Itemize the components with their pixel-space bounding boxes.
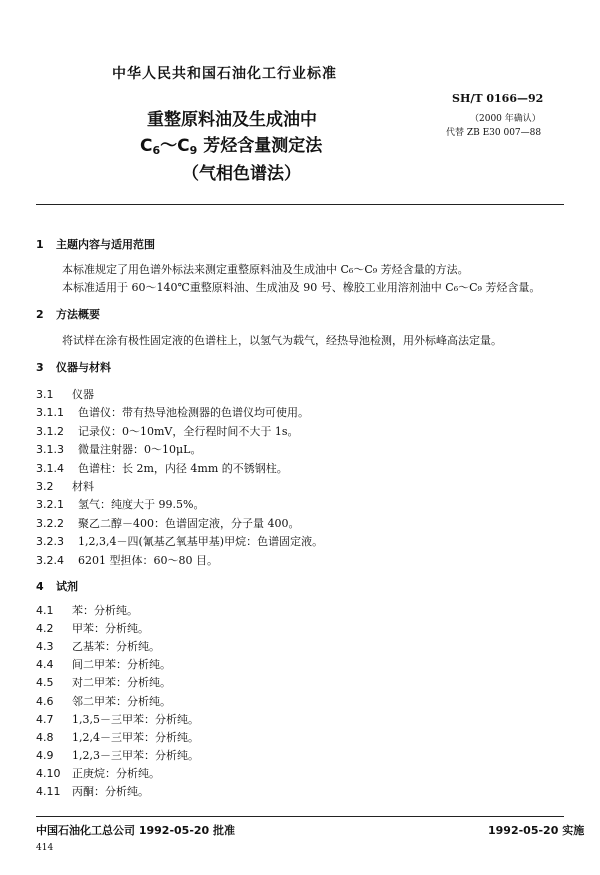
item-number: 3.2.3 bbox=[36, 535, 64, 549]
footer-rule bbox=[36, 816, 564, 817]
item-number: 4.3 bbox=[36, 640, 54, 654]
title-line-1: 重整原料油及生成油中 bbox=[147, 110, 317, 130]
item-number: 4.5 bbox=[36, 676, 54, 690]
list-item bbox=[36, 404, 309, 420]
effective-date: 1992-05-20 实施 bbox=[488, 824, 585, 837]
item-number: 4.2 bbox=[36, 622, 54, 636]
standard-number: SH/T 0166—92 bbox=[452, 92, 544, 105]
section-1-heading bbox=[36, 236, 155, 252]
section-2-heading bbox=[36, 306, 100, 322]
issuing-body: 中华人民共和国石油化工行业标准 bbox=[112, 66, 337, 82]
item-number: 4.8 bbox=[36, 730, 54, 744]
item-text: 正庚烷：分析纯。 bbox=[72, 766, 160, 780]
item-number: 4.9 bbox=[36, 748, 54, 762]
item-number: 3.2.4 bbox=[36, 553, 64, 567]
section-title: 方法概要 bbox=[56, 308, 100, 321]
list-item bbox=[36, 496, 204, 512]
item-number: 3.1.1 bbox=[36, 406, 64, 420]
item-text: 仪器 bbox=[72, 388, 94, 401]
title-sub-9: 9 bbox=[189, 144, 198, 157]
item-number: 4.4 bbox=[36, 658, 54, 672]
item-text: 对二甲苯：分析纯。 bbox=[72, 676, 171, 690]
item-text: 氢气：纯度大于 99.5%。 bbox=[78, 498, 205, 512]
item-text: 记录仪：0～10mV，全行程时间不大于 1s。 bbox=[78, 424, 299, 438]
item-number: 3.1 bbox=[36, 388, 54, 401]
item-number: 4.1 bbox=[36, 604, 54, 617]
list-item bbox=[36, 729, 199, 745]
header-rule bbox=[36, 204, 564, 205]
replaces-note: 代替 ZB E30 007—88 bbox=[446, 128, 542, 138]
title-c1: C bbox=[140, 136, 153, 156]
title-line-2-tail: 芳烃含量测定法 bbox=[197, 136, 323, 156]
list-item bbox=[36, 765, 160, 781]
title-c2: ～C bbox=[160, 136, 190, 156]
list-item bbox=[36, 783, 149, 799]
list-item bbox=[36, 711, 199, 727]
item-text: 材料 bbox=[72, 480, 94, 493]
list-item bbox=[36, 533, 323, 549]
section-title: 试剂 bbox=[56, 580, 78, 593]
list-item bbox=[36, 552, 218, 568]
section-number: 2 bbox=[36, 308, 44, 321]
section-number: 1 bbox=[36, 238, 44, 251]
list-item bbox=[36, 386, 94, 402]
item-number: 4.7 bbox=[36, 712, 54, 726]
title-line-2 bbox=[140, 131, 322, 157]
list-item bbox=[36, 620, 149, 636]
item-text: 1,2,3,4－四(氰基乙氧基甲基)甲烷：色谱固定液。 bbox=[78, 535, 324, 549]
item-number: 3.1.3 bbox=[36, 443, 64, 457]
item-number: 4.10 bbox=[36, 766, 61, 780]
item-text: 邻二甲苯：分析纯。 bbox=[72, 694, 171, 708]
section-2-para-1: 将试样在涂有极性固定液的色谱柱上，以氢气为载气，经热导池检测，用外标峰高法定量。 bbox=[62, 334, 502, 347]
list-item bbox=[36, 747, 199, 763]
item-text: 1,3,5－三甲苯：分析纯。 bbox=[72, 712, 199, 726]
list-item bbox=[36, 656, 171, 672]
confirmation-note: （2000 年确认） bbox=[470, 114, 541, 124]
item-text: 聚乙二醇－400：色谱固定液，分子量 400。 bbox=[78, 516, 300, 530]
page-number: 414 bbox=[36, 843, 54, 853]
section-4-heading bbox=[36, 578, 78, 594]
list-item bbox=[36, 478, 94, 494]
item-text: 色谱柱：长 2m，内径 4mm 的不锈钢柱。 bbox=[78, 461, 288, 475]
item-text: 1,2,4－三甲苯：分析纯。 bbox=[72, 730, 199, 744]
item-text: 苯：分析纯。 bbox=[72, 604, 138, 617]
item-number: 4.6 bbox=[36, 694, 54, 708]
item-text: 1,2,3－三甲苯：分析纯。 bbox=[72, 748, 199, 762]
item-text: 甲苯：分析纯。 bbox=[72, 622, 149, 636]
list-item bbox=[36, 638, 160, 654]
section-3-heading bbox=[36, 359, 111, 375]
section-number: 4 bbox=[36, 580, 44, 593]
title-line-3: （气相色谱法） bbox=[182, 164, 301, 184]
title-sub-6: 6 bbox=[152, 144, 161, 157]
item-number: 3.2.2 bbox=[36, 516, 64, 530]
item-number: 3.2 bbox=[36, 480, 54, 493]
list-item bbox=[36, 441, 201, 457]
item-number: 3.1.2 bbox=[36, 424, 64, 438]
section-title: 主题内容与适用范围 bbox=[56, 238, 155, 251]
approval-line: 中国石油化工总公司 1992-05-20 批准 bbox=[36, 824, 236, 837]
item-text: 乙基苯：分析纯。 bbox=[72, 640, 160, 654]
item-text: 丙酮：分析纯。 bbox=[72, 785, 149, 798]
section-1-para-2: 本标准适用于 60～140℃重整原料油、生成油及 90 号、橡胶工业用溶剂油中 C₆～C₉ 芳烃含量。 bbox=[62, 281, 541, 294]
item-text: 间二甲苯：分析纯。 bbox=[72, 658, 171, 672]
item-text: 6201 型担体：60～80 目。 bbox=[78, 553, 218, 567]
list-item bbox=[36, 602, 138, 618]
item-number: 4.11 bbox=[36, 785, 61, 798]
list-item bbox=[36, 515, 300, 531]
section-1-para-1: 本标准规定了用色谱外标法来测定重整原料油及生成油中 C₆～C₉ 芳烃含量的方法。 bbox=[62, 263, 469, 276]
list-item bbox=[36, 674, 171, 690]
item-number: 3.1.4 bbox=[36, 461, 64, 475]
list-item bbox=[36, 423, 299, 439]
item-number: 3.2.1 bbox=[36, 498, 64, 512]
list-item bbox=[36, 693, 171, 709]
list-item bbox=[36, 460, 288, 476]
section-title: 仪器与材料 bbox=[56, 361, 111, 374]
item-text: 微量注射器：0～10μL。 bbox=[78, 443, 202, 457]
section-number: 3 bbox=[36, 361, 44, 374]
item-text: 色谱仪：带有热导池检测器的色谱仪均可使用。 bbox=[78, 406, 309, 420]
